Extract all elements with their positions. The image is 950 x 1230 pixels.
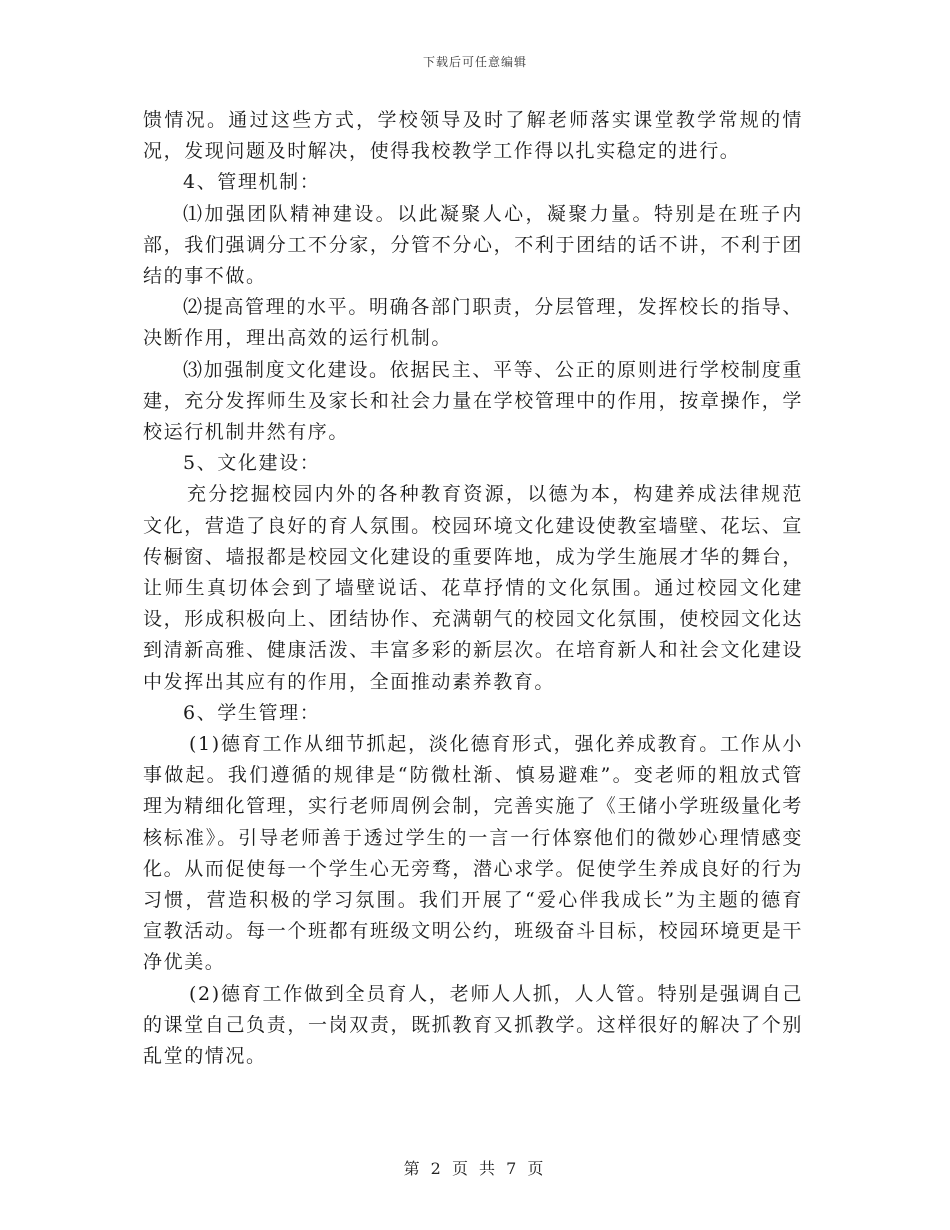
- document-body: [143, 105, 803, 1072]
- paragraph-moral-education-all-staff: (2)德育工作做到全员育人，老师人人抓，人人管。特别是强调自己的课堂自己负责，一岗双责，既抓教育又抓教学。这样很好的解决了个别乱堂的情况。: [143, 982, 803, 1068]
- section-heading-management: 4、管理机制：: [183, 171, 321, 194]
- section-heading-culture: 5、文化建设：: [183, 452, 321, 475]
- paragraph-continuation: 馈情况。通过这些方式，学校领导及时了解老师落实课堂教学常规的情况，发现问题及时解决，使得我校教学工作得以扎实稳定的进行。: [143, 109, 803, 163]
- paragraph-team-spirit: ⑴加强团队精神建设。以此凝聚人心，凝聚力量。特别是在班子内部，我们强调分工不分家，分管不分心，不利于团结的话不讲，不利于团结的事不做。: [143, 202, 803, 288]
- paragraph-moral-education-details: (1)德育工作从细节抓起，淡化德育形式，强化养成教育。工作从小事做起。我们遵循的规律是“防微杜渐、慎易避难”。变老师的粗放式管理为精细化管理，实行老师周例会制，完善实施了《王储小学班级量化考核标准》。引导老师善于透过学生的一言一行体察他们的微妙心理情感变化。从而促使每一个学生心无旁骛，潜心求学。促使学生养成良好的行为习惯，营造积极的学习氛围。我们开展了“爱心伴我成长”为主题的德育宣教活动。每一个班都有班级文明公约，班级奋斗目标，校园环境更是干净优美。: [143, 733, 803, 974]
- section-heading-student-management: 6、学生管理：: [183, 701, 321, 724]
- page-header: 下载后可任意编辑: [422, 55, 527, 69]
- page-number: 第 2 页 共 7 页: [403, 1159, 547, 1178]
- paragraph-system-culture: ⑶加强制度文化建设。依据民主、平等、公正的原则进行学校制度重建，充分发挥师生及家长和社会力量在学校管理中的作用，按章操作，学校运行机制井然有序。: [143, 358, 803, 444]
- paragraph-culture-building: 充分挖掘校园内外的各种教育资源，以德为本，构建养成法律规范文化，营造了良好的育人氛围。校园环境文化建设使教室墙壁、花坛、宣传橱窗、墙报都是校园文化建设的重要阵地，成为学生施展才华的舞台，让师生真切体会到了墙壁说话、花草抒情的文化氛围。通过校园文化建设，形成积极向上、团结协作、充满朝气的校园文化氛围，使校园文化达到清新高雅、健康活泼、丰富多彩的新层次。在培育新人和社会文化建设中发挥出其应有的作用，全面推动素养教育。: [143, 483, 803, 693]
- paragraph-management-level: ⑵提高管理的水平。明确各部门职责，分层管理，发挥校长的指导、决断作用，理出高效的运行机制。: [143, 296, 803, 350]
